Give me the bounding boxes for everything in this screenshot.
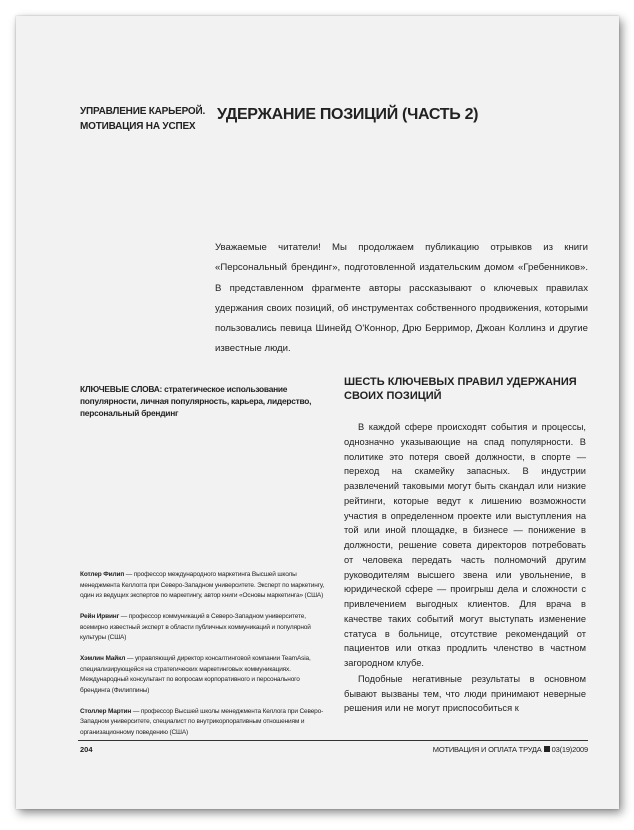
- author-name: Котлер Филип: [80, 571, 125, 578]
- author-note: [80, 612, 330, 644]
- author-bio: — профессор Высшей школы менеджмента Келлога при Северо-Западном университете, специалист по внутрикорпоративным отношениям и организационному поведению (США): [80, 707, 324, 736]
- author-notes: [80, 570, 330, 749]
- journal-name: МОТИВАЦИЯ И ОПЛАТА ТРУДА: [432, 745, 542, 754]
- body-paragraph: Подобные негативные результаты в основном бывают вызваны тем, что люди принимают неверные решения или не могут приспособиться к: [344, 673, 586, 714]
- rubric: УПРАВЛЕНИЕ КАРЬЕРОЙ. МОТИВАЦИЯ НА УСПЕХ: [80, 106, 206, 132]
- lead-paragraph: Уважаемые читатели! Мы продолжаем публикацию отрывков из книги «Персональный брендинг», подготовленной издательским домом «Гребенников». В представленном фрагменте авторы рассказывают о ключевых правилах удержания своих позиций, об инструментах собственного продвижения, которыми пользовались певица Шинейд О'Коннор, Дрю Берримор, Джоан Коллинз и другие известные люди.: [215, 242, 588, 355]
- author-note: [80, 570, 330, 602]
- author-note: [80, 707, 330, 739]
- keywords-text: стратегическое использование популярности, личная популярность, карьера, лидерство, персональный брендинг: [80, 384, 312, 418]
- section-heading: ШЕСТЬ КЛЮЧЕВЫХ ПРАВИЛ УДЕРЖАНИЯ СВОИХ ПОЗИЦИЙ: [344, 376, 577, 402]
- square-bullet-icon: [544, 746, 550, 752]
- author-note: [80, 654, 330, 696]
- journal-footer: [433, 745, 588, 754]
- body-paragraph: В каждой сфере происходят события и процессы, однозначно указывающие на спад популярности. В политике это потеря своей должности, в спорте — переход на скамейку запасных. В индустрии развлечений таковыми могут быть скандал или низкие рейтинги, которые ведут к лишению возможности участия в определенном проекте или выступления на той или иной площадке, в бизнесе — понижение в должности, решение совета директоров потребовать от человека передать часть полномочий другим руководителям высшего звена или увольнение, в юридической сфере — проигрыш дела и сложности с привлечением выгодных клиентов. Для врача в качестве таких событий могут выступать изменение статуса в больнице, отсутствие рекомендаций от пациентов или отказ продлить членство в частном загородном клубе.: [344, 422, 586, 668]
- keywords-label: КЛЮЧЕВЫЕ СЛОВА:: [80, 384, 163, 394]
- footer-divider: [78, 740, 588, 741]
- issue-number: 03(19)2009: [551, 745, 588, 754]
- author-name: Рейн Ирвинг: [80, 613, 120, 620]
- author-bio: — управляющий директор консалтинговой компании TeamAsia, специализирующейся на стратегических маркетинговых коммуникациях. Международный консультант по вопросам корпоративного и персонального брендинга (Филиппины): [80, 655, 311, 694]
- article-title: УДЕРЖАНИЕ ПОЗИЦИЙ (ЧАСТЬ 2): [217, 106, 479, 123]
- author-bio: — профессор международного маркетинга Высшей школы менеджмента Келлогга при Северо-Западном университете. Эксперт по маркетингу, один из ведущих экспертов по маркетингу, автор книги «Основы маркетинга» (США): [80, 571, 324, 599]
- body-text-column: [344, 420, 586, 716]
- author-name: Столлер Мартин: [80, 707, 132, 715]
- magazine-page: [16, 16, 619, 809]
- author-name: Хэмлин Майкл: [80, 655, 126, 662]
- author-bio: — профессор коммуникаций в Северо-Западном университете, всемирно известный эксперт в области публичных коммуникаций и популярной культуры (США): [80, 613, 311, 641]
- page-number: 204: [80, 745, 93, 754]
- keywords: [80, 383, 330, 419]
